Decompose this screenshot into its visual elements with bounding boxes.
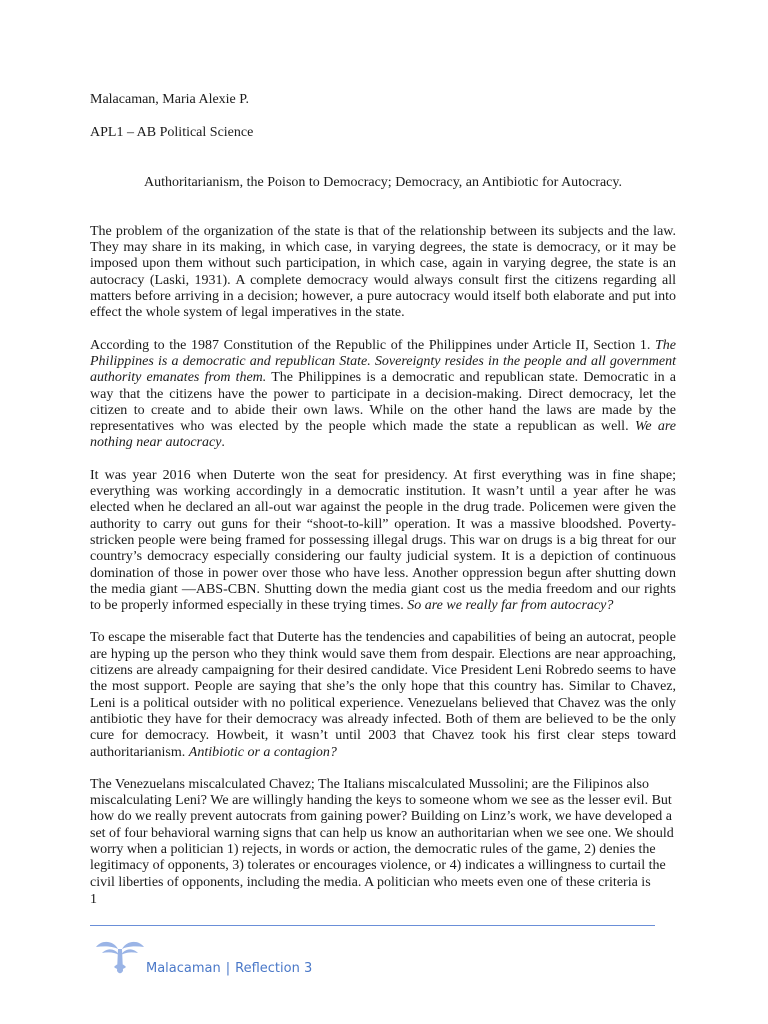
document-page [90, 92, 676, 907]
constitution-quote: The Philippines is a democratic and republican State. Sovereignty resides in the people and all government authority emanates from them. [90, 337, 676, 386]
paragraph-5: The Venezuelans miscalculated Chavez; The Italians miscalculated Mussolini; are the Filipinos also miscalculating Leni? We are willingly handing the keys to someone whom we see as the lesser evil. But how do we really prevent autocrats from gaining power? Building on Linz’s work, we have developed a set of four behavioral warning signs that can help us know an authoritarian when we see one. We should worry when a politician 1) rejects, in words or action, the democratic rules of the game, 2) denies the legitimacy of opponents, 3) tolerates or encourages violence, or 4) indicates a willingness to curtail the civil liberties of opponents, including the media. A politician who meets even one of these criteria is [90, 776, 674, 890]
paragraph-2-ending: We are nothing near autocracy [90, 419, 677, 451]
footer-name: Malacaman [146, 961, 221, 976]
paragraph-3-ending: So are we really far from autocracy? [407, 598, 614, 614]
paragraph-1: The problem of the organization of the state is that of the relationship between its subjects and the law. They may share in its making, in which case, in varying degrees, the state is democracy, or it may be imposed upon them without such participation, in which case, again in varying degree, the state is an autocracy (Laski, 1931). A complete democracy would always consult first the citizens regarding all matters before arriving in a decision; however, a pure autocracy would itself both elaborate and put into effect the whole system of legal imperatives in the state. [90, 223, 676, 321]
paragraph-3-body: It was year 2016 when Duterte won the seat for presidency. At first everything was in fine shape; everything was working accordingly in a democratic institution. It wasn’t until a year after he was elected when he declared an all-out war against the people in the drug trade. Policemen were given the authority to carry out guns for their “shoot-to-kill” operation. It was a massive bloodshed. Poverty-stricken people were being framed for possessing illegal drugs. This war on drugs is a big threat for our country’s democracy especially considering our faulty judicial system. It is a depiction of continuous domination of those in power over those who have less. Another oppression begun after shutting down the media giant —ABS-CBN. Shutting down the media giant cost us the media freedom and our rights to be properly informed especially in these trying times. [90, 467, 676, 614]
paragraph-2-body: The Philippines is a democratic and republican state. Democratic in a way that the citizens have the power to participate in a decision-making. Direct democracy, let the citizen to create and to abide their own laws. While on the other hand the laws are made by the representatives who was elected by the people which made the state a republican as well. [90, 370, 677, 435]
paragraph-4-ending: Antibiotic or a contagion? [188, 744, 337, 760]
paragraph-2-intro: According to the 1987 Constitution of the Republic of the Philippines under Article II, Section 1. [90, 337, 651, 353]
footer-reflection: Reflection 3 [235, 961, 313, 976]
paragraph-4 [90, 630, 676, 760]
footer-divider [90, 925, 655, 926]
footer-separator: | [225, 961, 231, 976]
flower-logo-icon [92, 937, 148, 977]
paragraph-3 [90, 468, 676, 615]
page-number: 1 [90, 892, 97, 907]
footer-label [146, 961, 312, 976]
paragraph-4-body: To escape the miserable fact that Duterte has the tendencies and capabilities of being an autocrat, people are hyping up the person who they think would save them from despair. Elections are near approaching, citizens are already campaigning for their desired candidate. Vice President Leni Robredo seems to have the most support. People are saying that she’s the only hope that this country has. Similar to Chavez, Leni is a political outsider with no political experience. Venezuelans believed that Chavez was the only antibiotic they have for their democracy was already infected. Both of them are believed to be the only cure for democracy. Howbeit, it wasn’t until 2003 that Chavez took his first clear steps toward authoritarianism. [90, 630, 676, 760]
essay-title: Authoritarianism, the Poison to Democracy; Democracy, an Antibiotic for Autocracy. [144, 174, 622, 190]
course-line: APL1 – AB Political Science [90, 125, 254, 141]
author-name: Malacaman, Maria Alexie P. [90, 92, 250, 107]
paragraph-2: According to the 1987 Constitution of the Republic of the Philippines under Article II, Section 1. The Philippines is a democratic and republican State. Sovereignty resides in the people and all government authority emanates from them. The Philippines is a democratic and republican state. Democratic in a way that the citizens have the power to participate in a decision-making. Direct democracy, let the citizen to create and to abide their own laws. While on the other hand the laws are made by the representatives who was elected by the people which made the state a republican as well. We are nothing near autocracy. [90, 337, 677, 451]
